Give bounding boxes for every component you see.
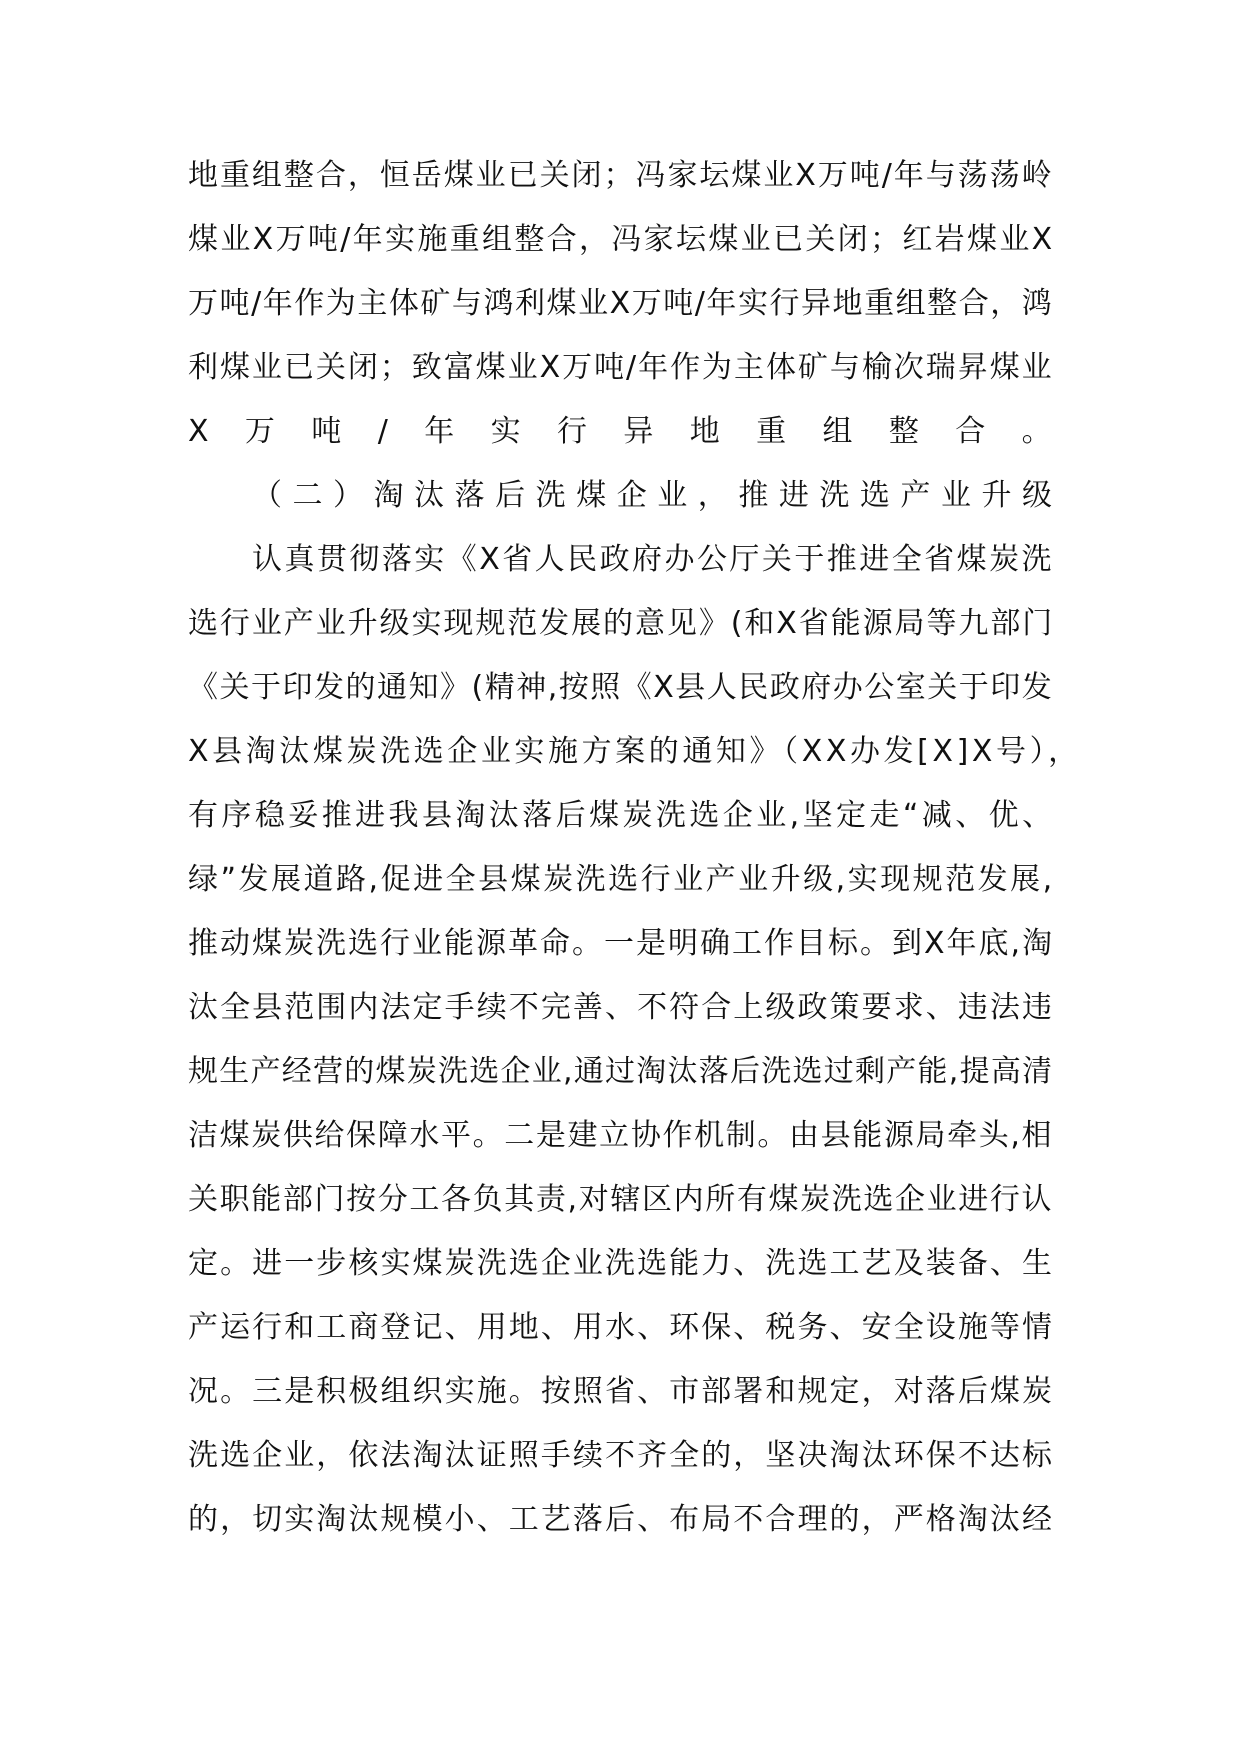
- text-line-8: 选行业产业升级实现规范发展的意见》(和X省能源局等九部门: [188, 606, 1055, 641]
- text-line-4: 利煤业已关闭；致富煤业X万吨/年作为主体矿与榆次瑞昇煤业: [188, 350, 1054, 385]
- text-line-12: 绿”发展道路,促进全县煤炭洗选行业产业升级,实现规范发展,: [188, 862, 1055, 897]
- text-line-13: 推动煤炭洗选行业能源革命。一是明确工作目标。到X年底,淘: [188, 926, 1055, 961]
- text-line-2: 煤业X万吨/年实施重组整合，冯家坛煤业已关闭；红岩煤业X: [188, 222, 1055, 257]
- text-line-20: 况。三是积极组织实施。按照省、市部署和规定，对落后煤炭: [188, 1374, 1055, 1409]
- text-line-5: X万吨/年实行异地重组整合。: [188, 414, 1089, 449]
- text-line-21: 洗选企业，依法淘汰证照手续不齐全的，坚决淘汰环保不达标: [188, 1438, 1055, 1473]
- text-line-19: 产运行和工商登记、用地、用水、环保、税务、安全设施等情: [188, 1310, 1055, 1345]
- text-line-14: 汰全县范围内法定手续不完善、不符合上级政策要求、违法违: [188, 990, 1055, 1025]
- text-line-17: 关职能部门按分工各负其责,对辖区内所有煤炭洗选企业进行认: [188, 1182, 1054, 1217]
- text-line-1: 地重组整合，恒岳煤业已关闭；冯家坛煤业X万吨/年与荡荡岭: [188, 158, 1054, 193]
- text-line-18: 定。进一步核实煤炭洗选企业洗选能力、洗选工艺及装备、生: [188, 1246, 1055, 1281]
- text-line-7: 认真贯彻落实《X省人民政府办公厅关于推进全省煤炭洗: [252, 542, 1055, 577]
- text-line-10: X县淘汰煤炭洗选企业实施方案的通知》（XX办发[X]X号），: [188, 734, 1082, 769]
- text-line-15: 规生产经营的煤炭洗选企业,通过淘汰落后洗选过剩产能,提高清: [188, 1054, 1054, 1089]
- text-line-3: 万吨/年作为主体矿与鸿利煤业X万吨/年实行异地重组整合，鸿: [188, 286, 1054, 321]
- text-line-16: 洁煤炭供给保障水平。二是建立协作机制。由县能源局牵头,相: [188, 1118, 1054, 1153]
- text-line-22: 的，切实淘汰规模小、工艺落后、布局不合理的，严格淘汰经: [188, 1502, 1055, 1537]
- text-line-11: 有序稳妥推进我县淘汰落后煤炭洗选企业,坚定走“减、优、: [188, 798, 1056, 833]
- section-heading: （二）淘汰落后洗煤企业，推进洗选产业升级: [252, 478, 1063, 513]
- text-line-9: 《关于印发的通知》(精神,按照《X县人民政府办公室关于印发: [188, 670, 1054, 705]
